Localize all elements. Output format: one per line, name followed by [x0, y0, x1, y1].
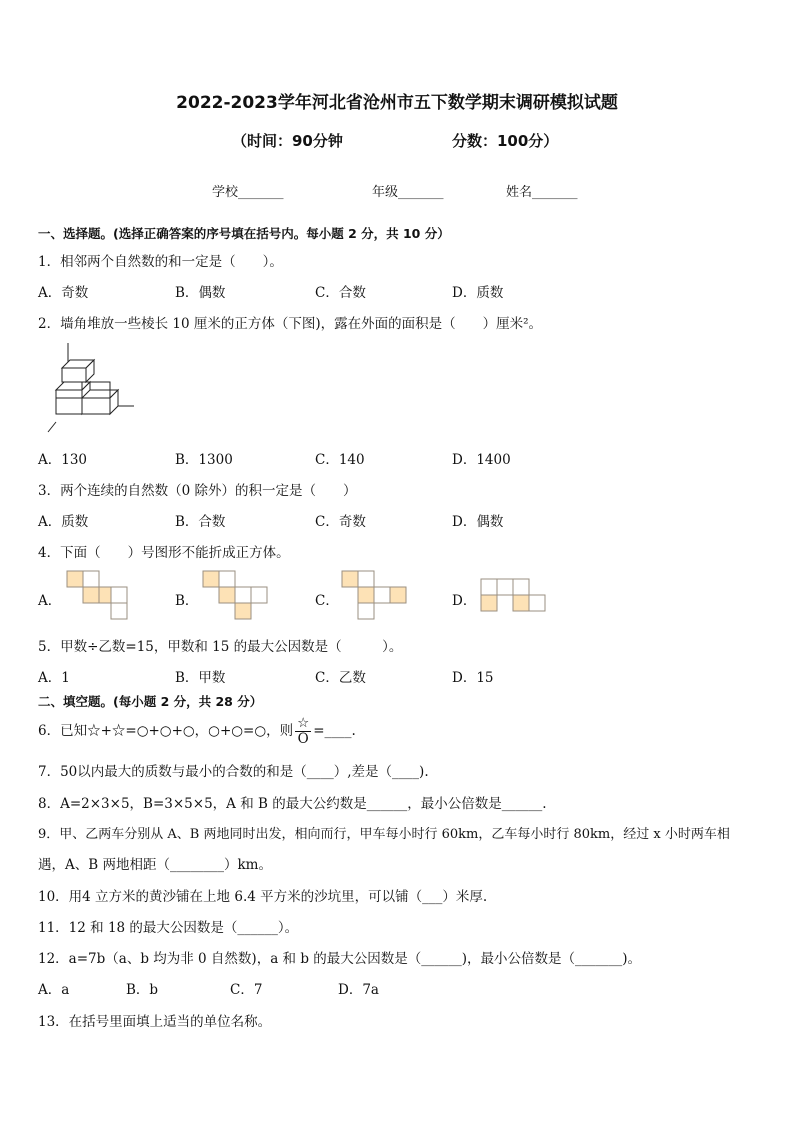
question-12: 12．a=7b（a、b 均为非 0 自然数)，a 和 b 的最大公因数是（______)，最小公倍数是（_______)。 — [38, 951, 642, 967]
question-9-line-1: 9．甲、乙两车分别从 A、B 两地同时出发，相向而行，甲车每小时行 60km，乙车每小时行 80km，经过 x 小时两车相 — [38, 827, 730, 842]
question-4: 4．下面（ ）号图形不能折成正方体。 — [38, 545, 290, 561]
question-11: 11．12 和 18 的最大公因数是（______）。 — [38, 920, 299, 936]
q12-option-c: C．7 — [230, 982, 263, 998]
q2-option-a: A．130 — [38, 452, 88, 468]
question-10: 10．用4 立方米的黄沙铺在上地 6.4 平方米的沙坑里，可以铺（___）米厚. — [38, 889, 488, 905]
q6-numerator: ☆ — [297, 715, 310, 731]
q12-option-b: B．b — [126, 982, 159, 998]
q4-option-c: C． — [315, 593, 339, 609]
section-heading-choice: 一、选择题。(选择正确答案的序号填在括号内。每小题 2 分，共 10 分） — [38, 226, 450, 241]
q2-option-c: C．140 — [315, 452, 365, 468]
q5-option-c: C．乙数 — [315, 670, 366, 686]
q5-option-b: B．甲数 — [175, 670, 226, 686]
q4-option-a: A． — [38, 593, 62, 609]
q4-option-b: B． — [175, 593, 199, 609]
q3-option-a: A．质数 — [38, 514, 89, 530]
q12-option-d: D．7a — [338, 982, 379, 998]
cube-net-c — [342, 571, 406, 619]
question-1: 1．相邻两个自然数的和一定是（ ）。 — [38, 254, 283, 270]
question-2: 2．墙角堆放一些棱长 10 厘米的正方体（下图)，露在外面的面积是（ ）厘米²。 — [38, 316, 543, 332]
q6-suffix: =____. — [313, 723, 356, 739]
cube-net-a — [67, 571, 131, 619]
q4-option-d: D． — [452, 593, 477, 609]
q12-option-a: A．a — [38, 982, 70, 998]
question-13: 13．在括号里面填上适当的单位名称。 — [38, 1014, 272, 1030]
stacked-cubes-figure — [44, 340, 144, 440]
section-heading-fill: 二、填空题。(每小题 2 分，共 28 分） — [38, 694, 263, 709]
q1-option-a: A．奇数 — [38, 285, 89, 301]
cube-net-d — [481, 579, 545, 611]
exam-score: 分数：100分） — [452, 132, 559, 150]
exam-time: （时间：90分钟 — [232, 132, 343, 150]
q3-option-c: C．奇数 — [315, 514, 366, 530]
school-field: 学校_______ — [212, 185, 284, 200]
q1-option-d: D．质数 — [452, 285, 504, 301]
cube-net-b — [203, 571, 267, 619]
question-8: 8．A=2×3×5，B=3×5×5，A 和 B 的最大公约数是______，最小公倍数是______. — [38, 796, 547, 812]
q1-option-b: B．偶数 — [175, 285, 226, 301]
q2-option-d: D．1400 — [452, 452, 511, 468]
q5-option-d: D．15 — [452, 670, 494, 686]
q3-option-b: B．合数 — [175, 514, 226, 530]
q2-option-b: B．1300 — [175, 452, 233, 468]
name-field: 姓名_______ — [506, 185, 578, 200]
question-5: 5．甲数÷乙数=15，甲数和 15 的最大公因数是（ ）。 — [38, 639, 403, 655]
q5-option-a: A．1 — [38, 670, 70, 686]
question-6 — [38, 716, 356, 747]
q6-fraction — [295, 716, 311, 747]
question-7: 7．50以内最大的质数与最小的合数的和是（____）,差是（____). — [38, 764, 429, 780]
question-9-line-2: 遇，A、B 两地相距（________）km。 — [38, 857, 272, 873]
question-3: 3．两个连续的自然数（0 除外）的积一定是（ ） — [38, 483, 357, 499]
exam-title: 2022-2023学年河北省沧州市五下数学期末调研模拟试题 — [176, 93, 618, 113]
grade-field: 年级_______ — [372, 185, 444, 200]
q6-denominator: O — [297, 731, 309, 747]
q1-option-c: C．合数 — [315, 285, 366, 301]
q3-option-d: D．偶数 — [452, 514, 504, 530]
q6-prefix: 6．已知☆+☆=○+○+○，○+○=○，则 — [38, 723, 294, 739]
